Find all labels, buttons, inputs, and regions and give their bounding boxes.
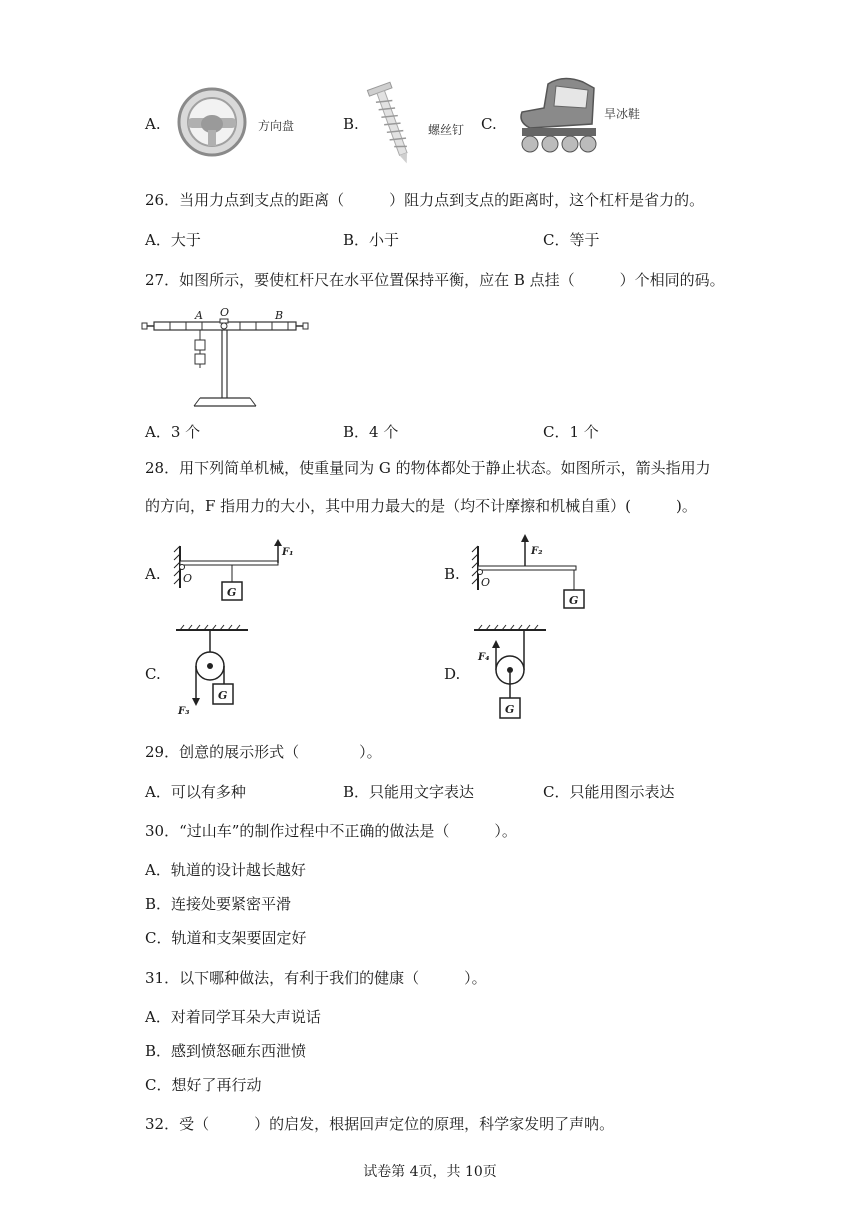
q29-option-b: B．只能用文字表达 — [343, 783, 475, 801]
q28-option-a: A. — [145, 565, 161, 583]
q26-option-a: A．大于 — [145, 231, 201, 249]
svg-text:G: G — [505, 703, 515, 716]
svg-text:G: G — [569, 594, 579, 607]
q31-stem: 31．以下哪种做法，有利于我们的健康（ ）。 — [145, 969, 487, 987]
svg-text:F₃: F₃ — [178, 706, 190, 717]
q28-option-c: C. — [145, 665, 161, 683]
svg-text:F₂: F₂ — [531, 546, 543, 557]
q25-a-caption: 方向盘 — [258, 119, 295, 133]
q27-option-a: A．3 个 — [145, 423, 201, 441]
page-footer: 试卷第 4页，共 10页 — [363, 1164, 497, 1180]
fixed-pulley-figure-c — [172, 624, 252, 720]
q28-option-d: D. — [444, 665, 461, 683]
q31-option-b: B．感到愤怒砸东西泄愤 — [145, 1042, 307, 1060]
svg-text:G: G — [218, 689, 228, 702]
q26-option-b: B．小于 — [343, 231, 400, 249]
lever-figure-a — [172, 538, 302, 608]
q27-option-c: C．1 个 — [543, 423, 599, 441]
steering-wheel-image — [172, 84, 307, 159]
svg-text:F₁: F₁ — [282, 547, 294, 558]
q28-stem-line1: 28．用下列简单机械，使重量同为 G 的物体都处于静止状态。如图所示，箭头指用力 — [145, 459, 711, 477]
screw-image — [362, 78, 477, 170]
q27-option-b: B．4 个 — [343, 423, 399, 441]
q25-b-caption: 螺丝钉 — [428, 123, 465, 137]
q31-option-c: C．想好了再行动 — [145, 1076, 262, 1094]
lever-figure-b — [470, 528, 590, 614]
q31-option-a: A．对着同学耳朵大声说话 — [145, 1008, 321, 1026]
q30-option-b: B．连接处要紧密平滑 — [145, 895, 292, 913]
svg-text:G: G — [227, 586, 237, 599]
svg-text:F₄: F₄ — [478, 652, 490, 663]
q26-stem: 26．当用力点到支点的距离（ ）阻力点到支点的距离时，这个杠杆是省力的。 — [145, 191, 705, 209]
q27-label-a: A — [195, 309, 203, 322]
q25-option-c-letter: C. — [481, 115, 497, 133]
q27-label-b: B — [275, 309, 284, 322]
q25-c-caption: 旱冰鞋 — [604, 107, 641, 121]
svg-text:O: O — [481, 576, 491, 589]
q28-stem-line2: 的方向，F 指用力的大小，其中用力最大的是（均不计摩擦和机械自重）( )。 — [145, 497, 697, 515]
roller-skate-image — [508, 72, 668, 162]
q25-option-a-letter: A. — [145, 115, 161, 133]
q27-stem: 27．如图所示，要使杠杆尺在水平位置保持平衡，应在 B 点挂（ ）个相同的码。 — [145, 271, 725, 289]
q30-option-c: C．轨道和支架要固定好 — [145, 929, 307, 947]
q29-stem: 29．创意的展示形式（ ）。 — [145, 743, 382, 761]
q30-stem: 30．“过山车”的制作过程中不正确的做法是（ ）。 — [145, 822, 517, 840]
lever-balance-figure — [140, 306, 310, 412]
q28-option-b: B. — [444, 565, 460, 583]
q30-option-a: A．轨道的设计越长越好 — [145, 861, 306, 879]
q29-option-c: C．只能用图示表达 — [543, 783, 675, 801]
svg-text:O: O — [183, 572, 193, 585]
q25-option-b-letter: B. — [343, 115, 359, 133]
movable-pulley-figure-d — [470, 622, 550, 724]
q32-stem: 32．受（ ）的启发，根据回声定位的原理，科学家发明了声呐。 — [145, 1115, 615, 1133]
q29-option-a: A．可以有多种 — [145, 783, 246, 801]
q27-label-o: O — [220, 306, 230, 319]
q26-option-c: C．等于 — [543, 231, 600, 249]
